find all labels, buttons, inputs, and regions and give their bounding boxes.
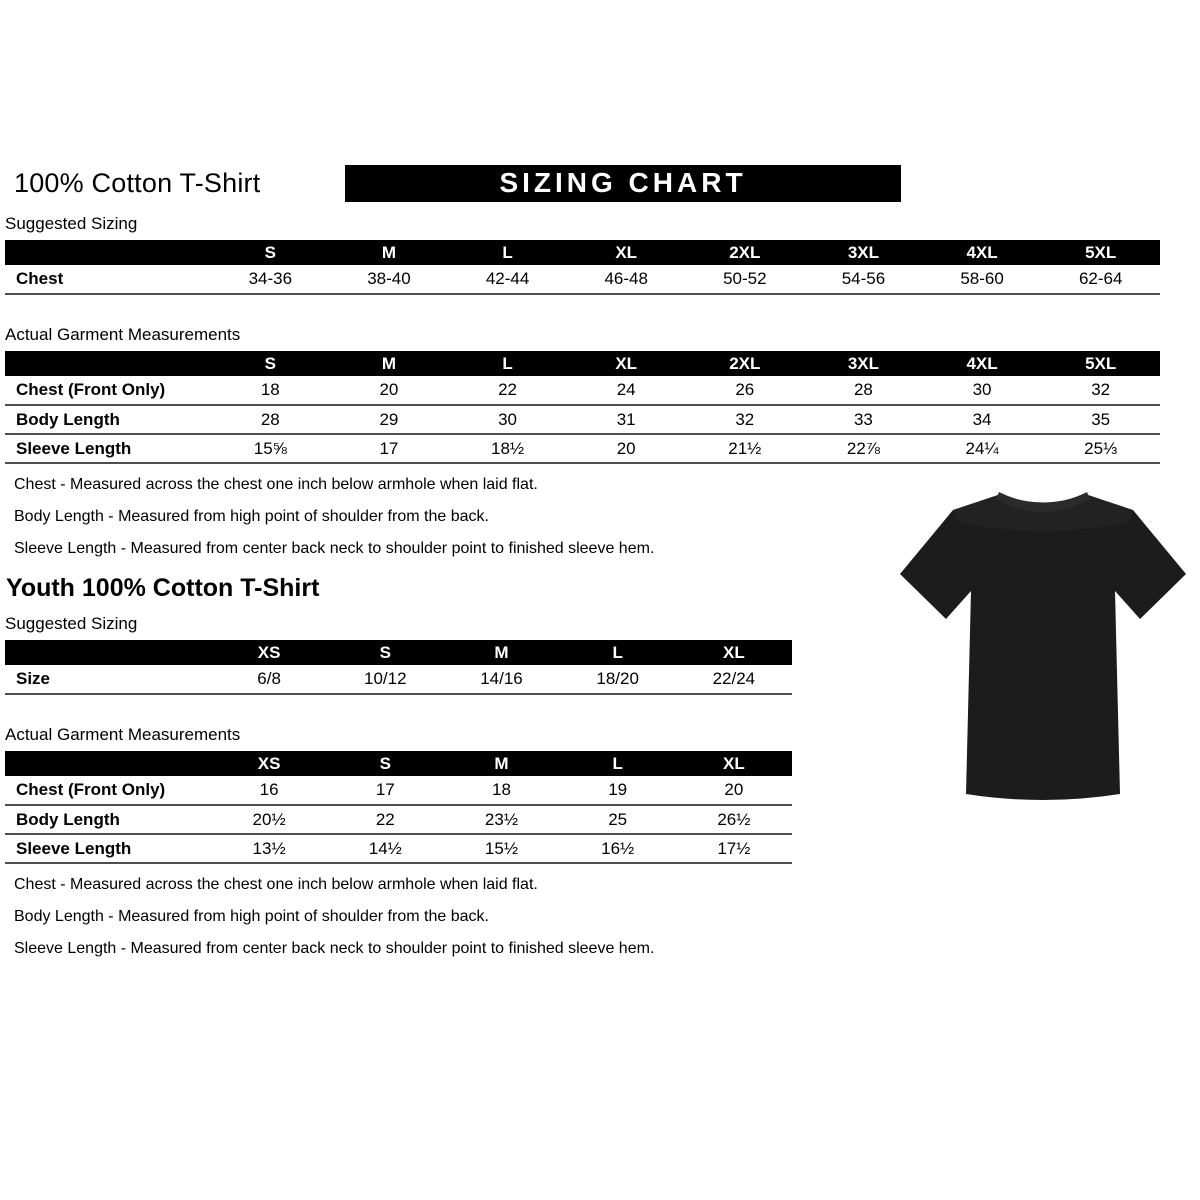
size-column-header: XS	[211, 640, 327, 665]
size-column-header: S	[327, 751, 443, 776]
youth-note-sleeve-length: Sleeve Length - Measured from center back neck to shoulder point to finished sleeve hem.	[14, 940, 655, 957]
measurement-cell: 34-36	[248, 269, 293, 288]
table-header-row	[5, 751, 792, 776]
measurement-cell: 24	[616, 380, 636, 399]
measurement-cell: 30	[972, 380, 992, 399]
size-column-header: 2XL	[686, 351, 805, 376]
adult-actual-measurements-label: Actual Garment Measurements	[5, 325, 241, 344]
measurement-cell: 20	[724, 780, 744, 799]
measurement-cell: 34	[972, 409, 992, 429]
sizing-chart-banner: SIZING CHART	[345, 165, 901, 202]
table-row	[5, 834, 792, 863]
measurement-cell: 58-60	[960, 269, 1004, 288]
size-column-header: XL	[567, 351, 686, 376]
measurement-cell: 46-48	[604, 269, 648, 288]
row-label: Sleeve Length	[16, 438, 132, 458]
measurement-cell: 14½	[368, 838, 402, 858]
measurement-cell: 22	[498, 380, 518, 399]
measurement-cell: 10/12	[364, 669, 407, 688]
measurement-cell: 54-56	[841, 269, 886, 288]
row-label: Size	[16, 669, 51, 688]
size-column-header: 5XL	[1041, 351, 1160, 376]
measurement-cell: 16½	[601, 838, 635, 858]
measurement-cell: 26½	[717, 809, 751, 829]
measurement-cell: 30	[498, 409, 518, 429]
measurement-cell: 31	[616, 409, 636, 429]
label-column-header	[5, 240, 211, 265]
table-row	[5, 665, 792, 694]
size-column-header: XL	[676, 751, 792, 776]
adult-note-body-length: Body Length - Measured from high point of shoulder from the back.	[14, 508, 489, 525]
size-column-header: XS	[211, 751, 327, 776]
table-row	[5, 434, 1160, 463]
measurement-cell: 14/16	[480, 669, 523, 688]
size-column-header: L	[448, 240, 567, 265]
label-column-header	[5, 640, 211, 665]
measurement-cell: 17½	[717, 838, 751, 858]
size-column-header: 4XL	[923, 240, 1042, 265]
youth-suggested-sizing-label: Suggested Sizing	[5, 614, 138, 633]
measurement-cell: 28	[260, 409, 280, 429]
measurement-cell: 18	[260, 380, 280, 399]
size-column-header: 2XL	[686, 240, 805, 265]
table-header-row	[5, 240, 1160, 265]
black-tshirt-image	[893, 478, 1193, 818]
row-label: Sleeve Length	[16, 838, 132, 858]
table-row	[5, 405, 1160, 434]
size-column-header: 4XL	[923, 351, 1042, 376]
size-column-header: L	[560, 751, 676, 776]
row-label: Chest	[16, 269, 64, 288]
measurement-cell: 29	[379, 409, 399, 429]
measurement-cell: 26	[735, 380, 755, 399]
adult-suggested-sizing-table	[5, 240, 1160, 295]
size-column-header: S	[327, 640, 443, 665]
size-column-header: L	[560, 640, 676, 665]
measurement-cell: 15½	[484, 838, 519, 858]
youth-note-chest: Chest - Measured across the chest one inch below armhole when laid flat.	[14, 876, 538, 893]
label-column-header	[5, 751, 211, 776]
measurement-cell: 15⅝	[253, 438, 287, 458]
youth-actual-measurements-table	[5, 751, 792, 864]
measurement-cell: 25	[608, 809, 628, 829]
measurement-cell: 38-40	[367, 269, 411, 288]
measurement-cell: 20½	[252, 809, 286, 829]
measurement-cell: 22	[375, 809, 395, 829]
measurement-cell: 24¼	[965, 438, 999, 458]
page-header	[14, 163, 1200, 203]
measurement-cell: 32	[1091, 380, 1111, 399]
measurement-cell: 18/20	[596, 669, 639, 688]
adult-note-sleeve-length: Sleeve Length - Measured from center back neck to shoulder point to finished sleeve hem.	[14, 540, 655, 557]
youth-note-body-length: Body Length - Measured from high point of shoulder from the back.	[14, 908, 489, 925]
label-column-header	[5, 351, 211, 376]
youth-measurement-notes	[14, 876, 1200, 958]
table-row	[5, 805, 792, 834]
tshirt-body	[900, 494, 1186, 800]
measurement-cell: 33	[853, 409, 873, 429]
size-column-header: 3XL	[804, 351, 923, 376]
measurement-cell: 17	[379, 438, 399, 458]
measurement-cell: 22/24	[712, 669, 756, 688]
size-column-header: XL	[676, 640, 792, 665]
measurement-cell: 22⅞	[846, 438, 880, 458]
measurement-cell: 32	[735, 409, 755, 429]
youth-section-title: Youth 100% Cotton T-Shirt	[6, 574, 320, 602]
measurement-cell: 20	[616, 438, 636, 458]
measurement-cell: 18	[492, 780, 511, 799]
size-column-header: S	[211, 351, 330, 376]
size-column-header: M	[330, 240, 449, 265]
measurement-cell: 20	[379, 380, 399, 399]
measurement-cell: 50-52	[723, 269, 767, 288]
size-column-header: 5XL	[1041, 240, 1160, 265]
measurement-cell: 25⅓	[1084, 438, 1118, 458]
size-column-header: 3XL	[804, 240, 923, 265]
adult-suggested-sizing-label: Suggested Sizing	[5, 214, 138, 233]
adult-actual-measurements-table	[5, 351, 1160, 464]
measurement-cell: 18½	[491, 438, 525, 458]
table-row	[5, 376, 1160, 405]
measurement-cell: 42-44	[485, 269, 530, 288]
measurement-cell: 16	[259, 780, 279, 799]
measurement-cell: 17	[375, 780, 395, 799]
size-column-header: M	[443, 640, 559, 665]
table-row	[5, 265, 1160, 294]
youth-suggested-sizing-table	[5, 640, 792, 695]
measurement-cell: 28	[853, 380, 873, 399]
row-label: Chest (Front Only)	[16, 380, 166, 399]
size-column-header: S	[211, 240, 330, 265]
table-header-row	[5, 351, 1160, 376]
measurement-cell: 23½	[484, 809, 519, 829]
size-column-header: M	[330, 351, 449, 376]
measurement-cell: 13½	[252, 838, 286, 858]
measurement-cell: 21½	[728, 438, 762, 458]
size-column-header: L	[448, 351, 567, 376]
table-header-row	[5, 640, 792, 665]
size-column-header: XL	[567, 240, 686, 265]
row-label: Chest (Front Only)	[16, 780, 166, 799]
measurement-cell: 6/8	[257, 669, 281, 688]
measurement-cell: 19	[608, 780, 628, 799]
adult-note-chest: Chest - Measured across the chest one inch below armhole when laid flat.	[14, 476, 538, 493]
size-column-header: M	[443, 751, 559, 776]
youth-actual-measurements-label: Actual Garment Measurements	[5, 725, 241, 744]
row-label: Body Length	[16, 409, 120, 429]
measurement-cell: 62-64	[1078, 269, 1123, 288]
table-row	[5, 776, 792, 805]
tshirt-shoulder-shade	[953, 494, 1133, 531]
row-label: Body Length	[16, 809, 120, 829]
measurement-cell: 35	[1091, 409, 1111, 429]
adult-section-title: 100% Cotton T-Shirt	[14, 167, 261, 198]
